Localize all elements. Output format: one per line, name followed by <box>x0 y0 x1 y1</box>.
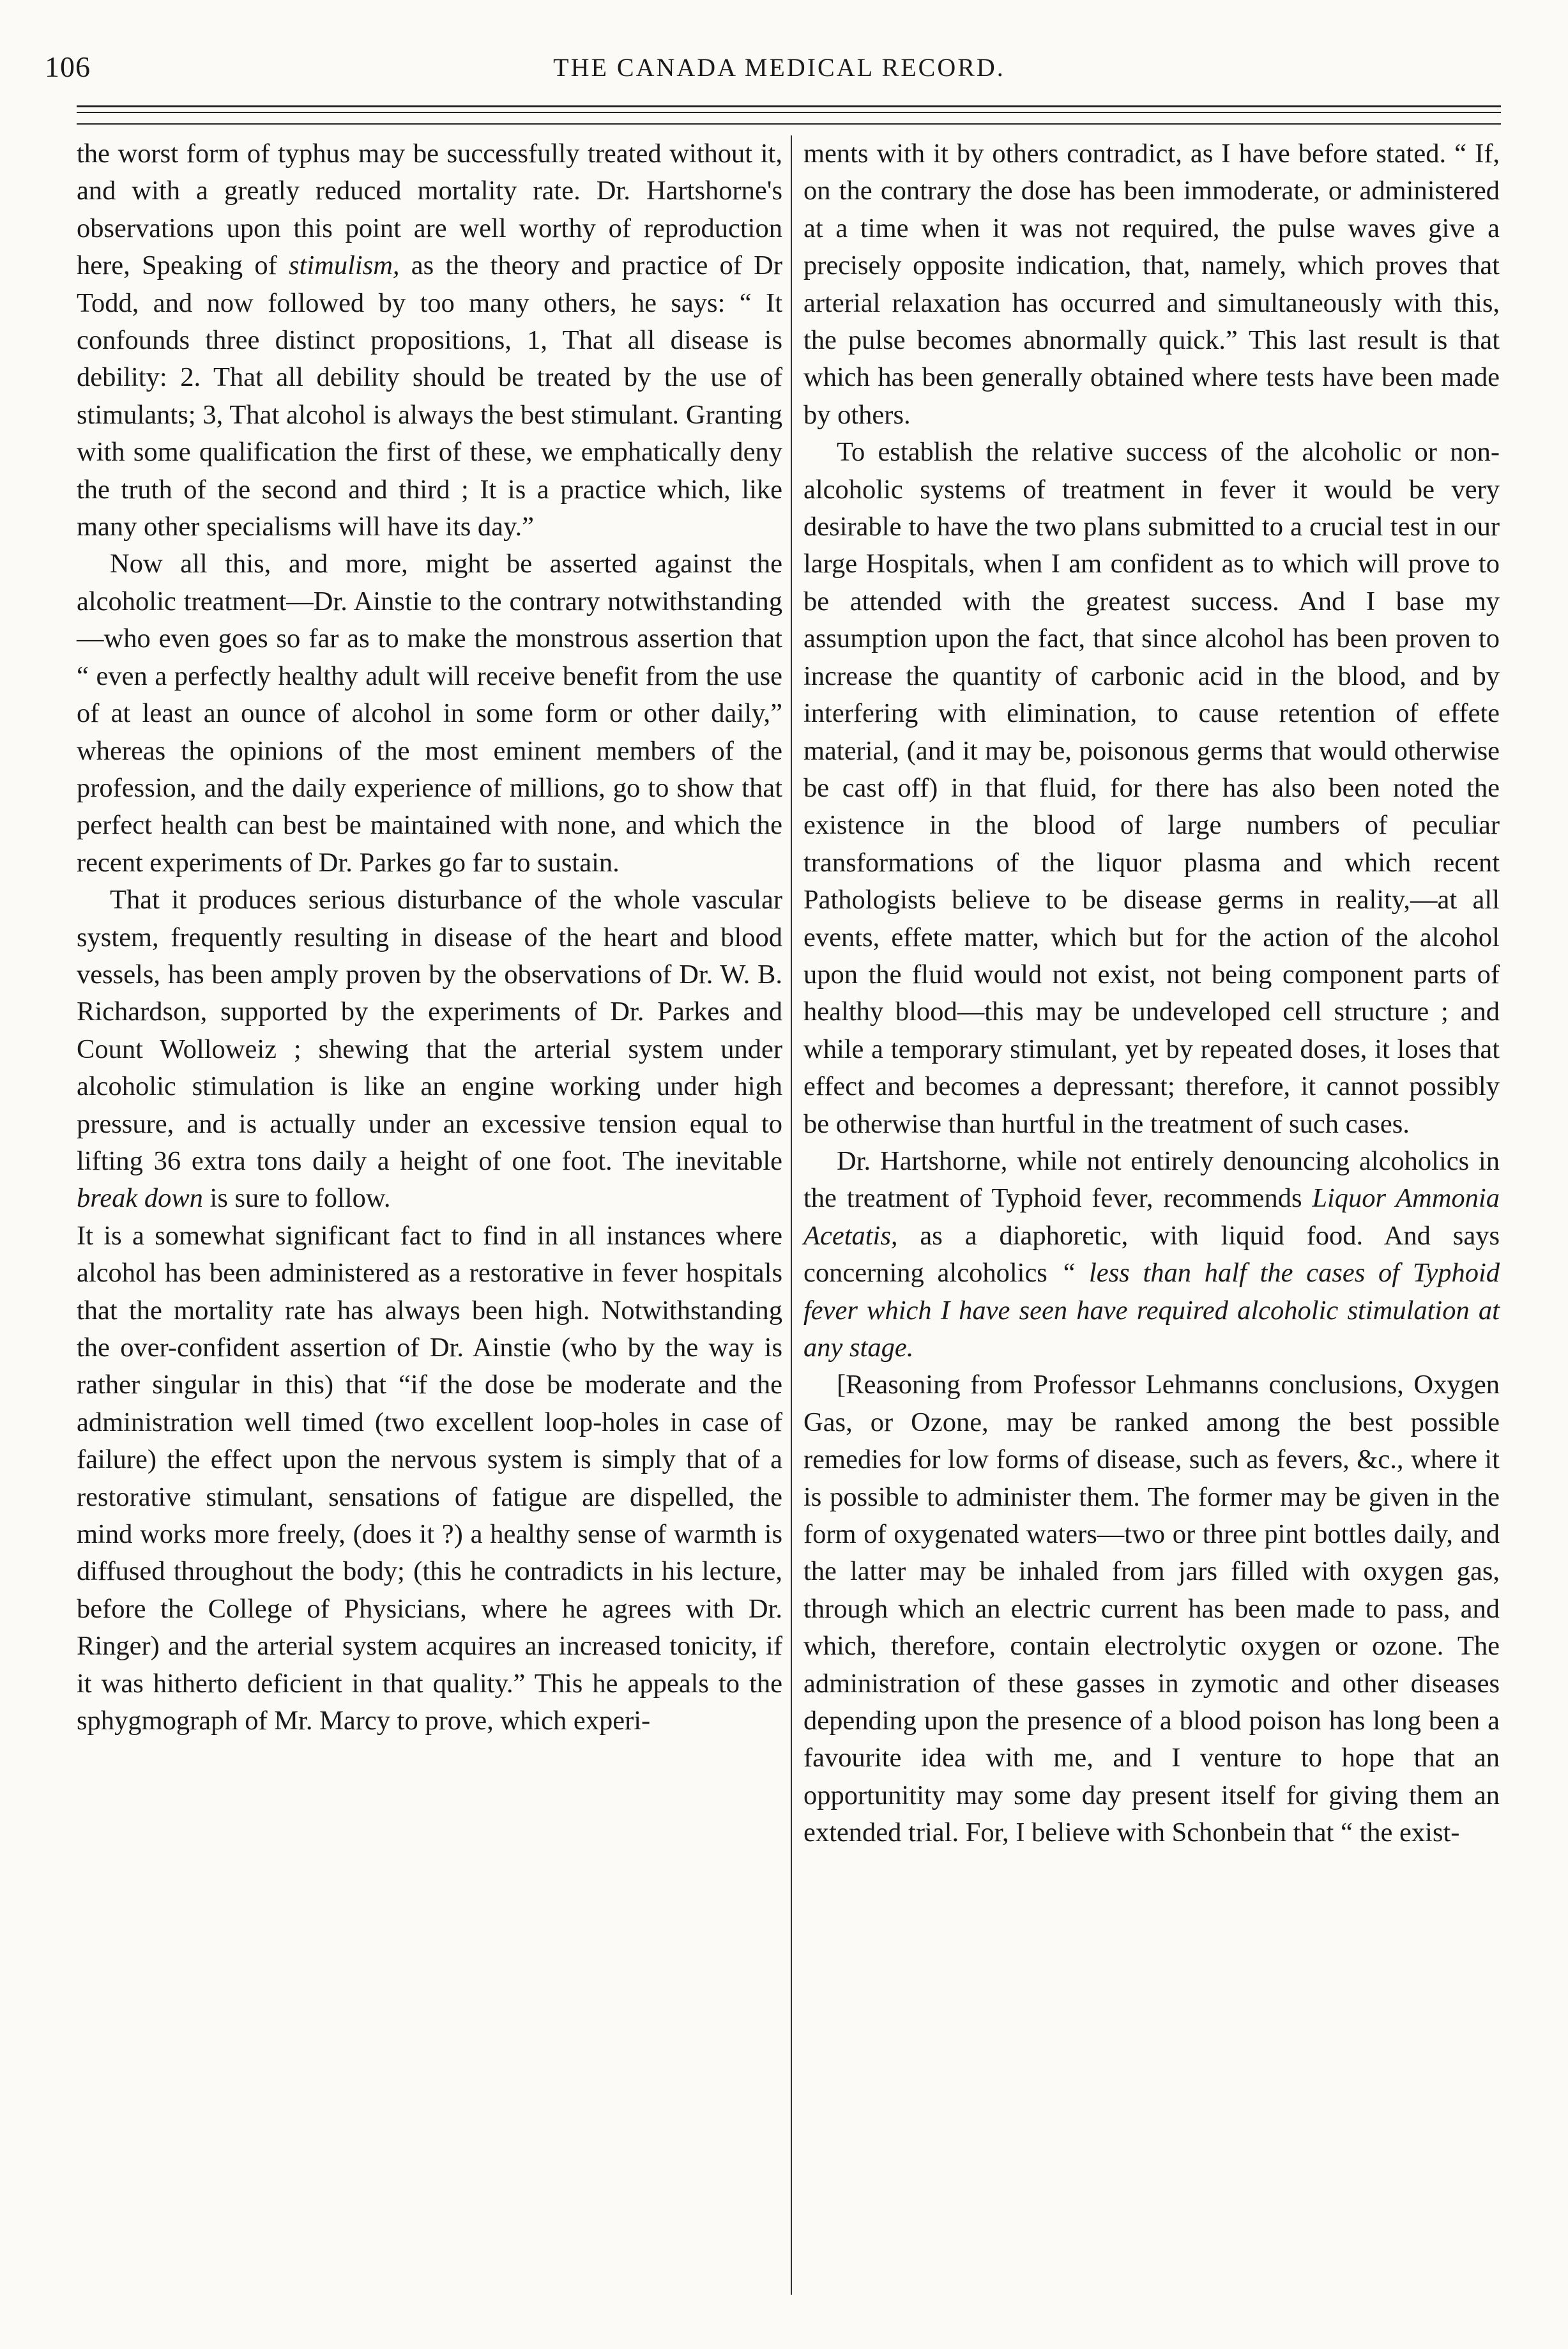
right-column <box>803 135 1500 1852</box>
page-header <box>45 50 1514 95</box>
paragraph: Now all this, and more, might be asserted against the alcoholic treatment—Dr. Ainstie to the contrary notwithstanding—who even goes so far as to make the monstrous assertion that “ even a perfectly healthy adult will receive benefit from the use of at least an ounce of alcohol in some form or other daily,” whereas the opinions of the most eminent members of the profession, and the daily experience of millions, go to show that perfect health can best be maintained with none, and which the recent experiments of Dr. Parkes go far to sustain. <box>77 549 782 878</box>
paragraph: the worst form of typhus may be successfully treated without it, and with a greatly reduced mortality rate. Dr. Hartshorne's observations upon this point are well worthy of reproduction here, Speaking of stimulism, as the theory and practice of Dr Todd, and now followed by too many others, he says: “ It confounds three distinct propositions, 1, That all disease is debility: 2. That all debility should be treated by the use of stimulants; 3, That alcohol is always the best stimulant. Granting with some qualification the first of these, we emphatically deny the truth of the second and third ; It is a practice which, like many other specialisms will have its day.” <box>77 139 783 542</box>
paragraph: It is a somewhat significant fact to find in all instances where alcohol has been administered as a restorative in fever hospitals that the mortality rate has always been high. Notwithstanding the over-confident assertion of Dr. Ainstie (who by the way is rather singular in this) that “if the dose be moderate and the administration well timed (two excellent loop-holes in case of failure) the effect upon the nervous system is simply that of a restorative stimulant, sensations of fatigue are dispelled, the mind works more freely, (does it ?) a healthy sense of warmth is diffused throughout the body; (this he contradicts in his lecture, before the College of Physicians, where he agrees with Dr. Ringer) and the arterial system acquires an increased tonicity, if it was hitherto deficient in that quality.” This he appeals to the sphygmograph of Mr. Marcy to prove, which experi- <box>77 1220 782 1736</box>
running-title: THE CANADA MEDICAL RECORD. <box>553 53 1005 82</box>
header-rule-top <box>77 105 1501 107</box>
column-divider <box>791 135 792 2295</box>
paragraph: ments with it by others contradict, as I have before stated. “ If, on the contrary the dose has been immoderate, or administered at a time when it was not required, the pulse waves give a precisely opposite indication, that, namely, which proves that arterial relaxation has occurred and simultaneously with this, the pulse becomes abnormally quick.” This last result is that which has been generally obtained where tests have been made by others. <box>803 139 1500 430</box>
page-number: 106 <box>45 50 91 83</box>
header-rule-bottom <box>77 123 1501 125</box>
paragraph: To establish the relative success of the alcoholic or non-alcoholic systems of treatment in fever it would be very desirable to have the two plans submitted to a crucial test in our large Hospitals, when I am confident as to which will prove to be attended with the greatest success. And I base my assumption upon the fact, that since alcohol has been proven to increase the quantity of carbonic acid in the blood, and by interfering with elimination, to cause retention of effete material, (and it may be, poisonous germs that would otherwise be cast off) in that fluid, for there has also been noted the existence in the blood of large numbers of peculiar transformations of the liquor plasma and which recent Pathologists believe to be disease germs in reality,—at all events, effete matter, which but for the action of the alcohol upon the fluid would not exist, not being component parts of healthy blood—this may be undeveloped cell structure ; and while a temporary stimulant, yet by repeated doses, it loses that effect and becomes a depressant; therefore, it cannot possibly be otherwise than hurtful in the treatment of such cases. <box>803 437 1500 1139</box>
left-column <box>77 135 782 1740</box>
paragraph: Dr. Hartshorne, while not entirely denouncing alcoholics in the treatment of Typhoid fever, recommends Liquor Ammonia Acetatis, as a diaphoretic, with liquid food. And says concerning alcoholics “ less than half the cases of Typhoid fever which I have seen have required alcoholic stimulation at any stage. <box>803 1145 1500 1363</box>
paragraph: [Reasoning from Professor Lehmanns conclusions, Oxygen Gas, or Ozone, may be ranked among the best possible remedies for low forms of disease, such as fevers, &c., where it is possible to administer them. The former may be given in the form of oxygenated waters—two or three pint bottles daily, and the latter may be inhaled from jars filled with oxygen gas, through which an electric current has been made to pass, and which, therefore, contain electrolytic oxygen or ozone. The administration of these gasses in zymotic and other diseases depending upon the presence of a blood poison has long been a favourite idea with me, and I venture to hope that an opportunitity may some day present itself for giving them an extended trial. For, I believe with Schonbein that “ the exist- <box>803 1370 1500 1848</box>
header-rule-middle <box>77 112 1501 113</box>
paragraph: That it produces serious disturbance of the whole vascular system, frequently resulting in disease of the heart and blood vessels, has been amply proven by the observations of Dr. W. B. Richardson, supported by the experiments of Dr. Parkes and Count Wolloweiz ; shewing that the arterial system under alcoholic stimulation is like an engine working under high pressure, and is actually under an excessive tension equal to lifting 36 extra tons daily a height of one foot. The inevitable break down is sure to follow. <box>77 885 782 1214</box>
